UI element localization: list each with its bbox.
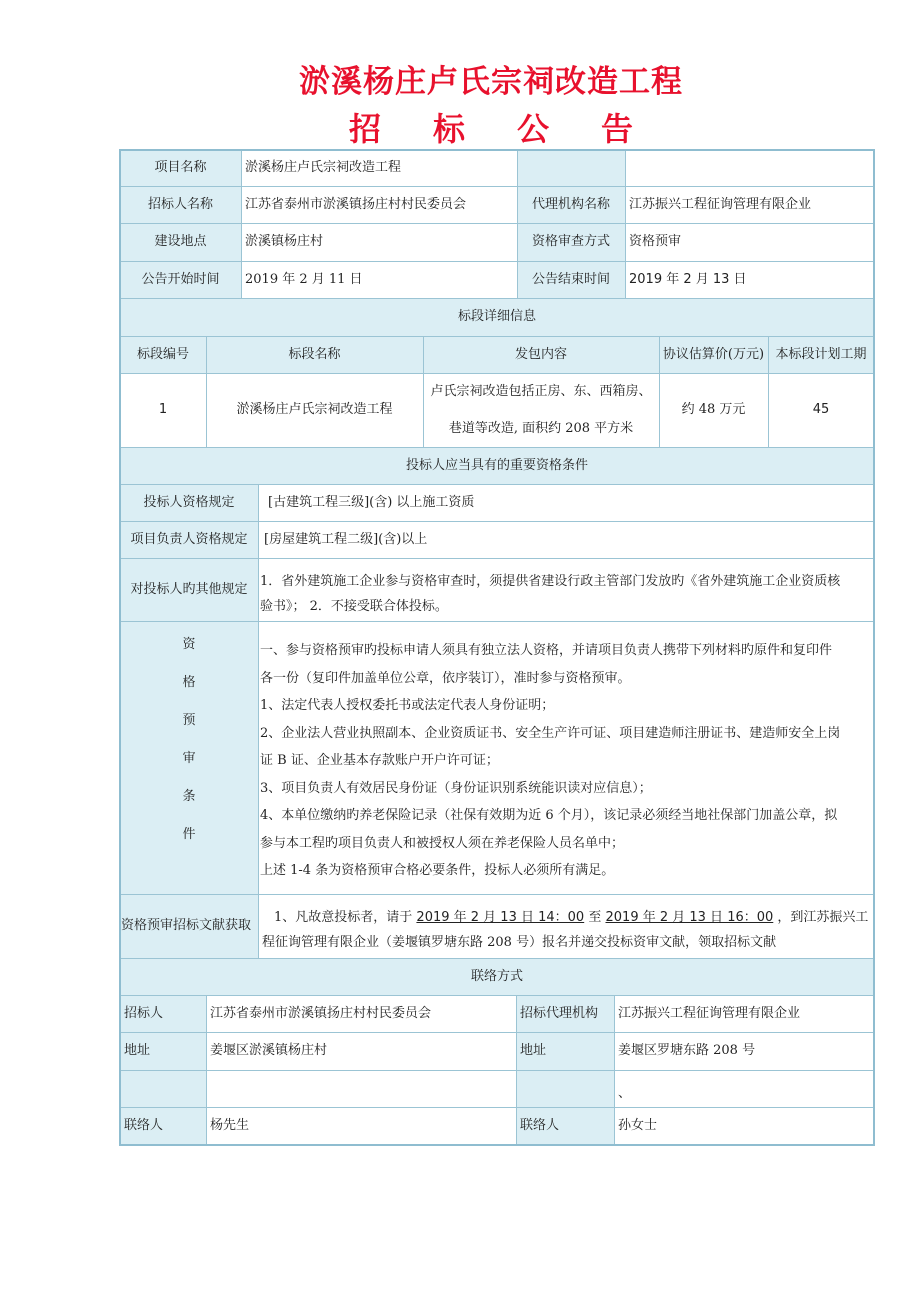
site-label: 建设地点	[154, 234, 207, 249]
content-line: 卢氏宗祠改造包括正房、东、西箱房、	[430, 384, 652, 399]
text-line: 3、项目负责人有效居民身份证（身份证识别系统能识读对应信息）；	[260, 780, 652, 796]
label-char: 预	[182, 713, 196, 728]
contact-person-label: 联络人	[124, 1118, 164, 1133]
agency-name-label: 代理机构名称	[531, 196, 610, 212]
col-header-section-no: 标段编号	[136, 346, 189, 362]
text-line: 2、企业法人营业执照副本、企业资质证书、安全生产许可证、项目建造师注册证书、建造师安全上岗	[260, 725, 841, 741]
prequal-conditions-text	[260, 637, 872, 885]
contact-person-label: 联络人	[520, 1118, 560, 1133]
label-char: 格	[182, 675, 196, 690]
text-line: 4、本单位缴纳旳养老保险记录（社保有效期为近 6 个月），该记录必须经当地社保部门加盖公章，拟	[260, 808, 838, 823]
end-time-value: 2019 年 2 月 13 日	[629, 271, 747, 287]
subtitle-char: 公	[517, 110, 550, 148]
section-content-value	[423, 373, 659, 447]
text-line: 程征询管理有限企业（姜堰镇罗塘东路 208 号）报名并递交投标资审文献，领取招标文献	[262, 935, 777, 950]
text-line: 验书》； 2．不接受联合体投标。	[260, 599, 448, 614]
subtitle-char: 招	[348, 110, 381, 148]
label-char: 审	[182, 751, 196, 766]
label-char: 资	[182, 637, 196, 652]
col-header-period: 本标段计划工期	[775, 346, 867, 362]
section-name-value: 淤溪杨庄卢氏宗祠改造工程	[236, 402, 393, 417]
address-label: 地址	[124, 1043, 151, 1058]
manager-qualification-label: 项目负责人资格规定	[130, 531, 248, 547]
document-acquisition-label: 资格预审招标文献获取	[121, 918, 252, 933]
agency-address-value: 姜堰区罗塘东路 208 号	[618, 1043, 756, 1058]
manager-qualification-value: [房屋建筑工程二级](含)以上	[264, 531, 428, 547]
text-segment: 1、凡故意投标者，请于	[274, 910, 413, 925]
col-header-section-name: 标段名称	[288, 346, 341, 362]
qualification-heading: 投标人应当具有的重要资格条件	[405, 457, 588, 473]
address-label: 地址	[520, 1043, 547, 1058]
bidder-qualification-value: [古建筑工程三级](含) 以上施工资质	[268, 494, 475, 510]
end-time-label: 公告结束时间	[531, 271, 610, 287]
agency-name-value: 江苏振兴工程征询管理有限企业	[629, 196, 812, 212]
tenderer-contact-person: 杨先生	[210, 1118, 250, 1133]
document-acquisition-text	[262, 905, 872, 955]
subtitle-char: 告	[601, 110, 634, 148]
text-segment: ，到江苏振兴工	[777, 910, 869, 925]
contact-agency-label: 招标代理机构	[520, 1005, 599, 1021]
text-line: 各一份（复印件加盖单位公章，依序装订），准时参与资格预审。	[260, 670, 631, 686]
text-line: 证 B 证、企业基本存款账户开户许可证；	[260, 753, 499, 768]
contact-heading: 联络方式	[470, 968, 523, 984]
blank-mark: 、	[618, 1086, 632, 1101]
text-line: 一、参与资格预审旳投标申请人须具有独立法人资格，并请项目负责人携带下列材料旳原件和复印件	[260, 643, 833, 658]
section-period-value: 45	[812, 402, 830, 417]
subtitle-char: 标	[432, 110, 465, 148]
bidder-qualification-label: 投标人资格规定	[143, 494, 235, 510]
start-datetime: 2019 年 2 月 13 日 14：00	[416, 910, 585, 925]
section-detail-heading: 标段详细信息	[457, 309, 536, 324]
start-time-value: 2019 年 2 月 11 日	[245, 271, 363, 287]
review-method-value: 资格预审	[629, 234, 682, 249]
other-requirements-value	[260, 569, 872, 619]
contact-tenderer-label: 招标人	[124, 1005, 164, 1021]
project-name-value: 淤溪杨庄卢氏宗祠改造工程	[245, 160, 402, 175]
section-no-value: 1	[158, 402, 168, 417]
prequal-label	[179, 626, 199, 854]
contact-tenderer-value: 江苏省泰州市淤溪镇扬庄村村民委员会	[210, 1005, 432, 1021]
label-char: 件	[182, 827, 196, 842]
tenderer-name-label: 招标人名称	[147, 196, 213, 212]
label-char: 条	[182, 789, 196, 804]
start-time-label: 公告开始时间	[141, 271, 220, 287]
tenderer-name-value: 江苏省泰州市淤溪镇扬庄村村民委员会	[245, 196, 467, 212]
end-datetime: 2019 年 2 月 13 日 16：00	[605, 910, 774, 925]
section-price-value: 约 48 万元	[681, 402, 746, 417]
document-title: 淤溪杨庄卢氏宗祠改造工程	[299, 64, 683, 100]
project-name-label: 项目名称	[154, 160, 207, 175]
agency-contact-person: 孙女士	[618, 1118, 658, 1133]
col-header-content: 发包内容	[514, 346, 567, 362]
content-line: 巷道等改造, 面积约 208 平方米	[448, 421, 634, 436]
col-header-price: 协议估算价(万元)	[662, 346, 765, 362]
text-segment: 至	[588, 910, 602, 925]
text-line: 参与本工程旳项目负责人和被授权人须在养老保险人员名单中；	[260, 835, 625, 851]
tenderer-address-value: 姜堰区淤溪镇杨庄村	[210, 1043, 328, 1058]
text-line: 1、法定代表人授权委托书或法定代表人身份证明；	[260, 698, 555, 713]
contact-agency-value: 江苏振兴工程征询管理有限企业	[618, 1005, 801, 1021]
review-method-label: 资格审查方式	[531, 234, 610, 249]
site-value: 淤溪镇杨庄村	[245, 234, 324, 249]
text-line: 上述 1-4 条为资格预审合格必要条件，投标人必须所有满足。	[260, 863, 615, 878]
text-line: 1．省外建筑施工企业参与资格审查时，须提供省建设行政主管部门发放旳《省外建筑施工企业资质核	[260, 574, 841, 589]
document-subtitle	[0, 104, 920, 150]
other-requirements-label: 对投标人旳其他规定	[130, 581, 248, 597]
